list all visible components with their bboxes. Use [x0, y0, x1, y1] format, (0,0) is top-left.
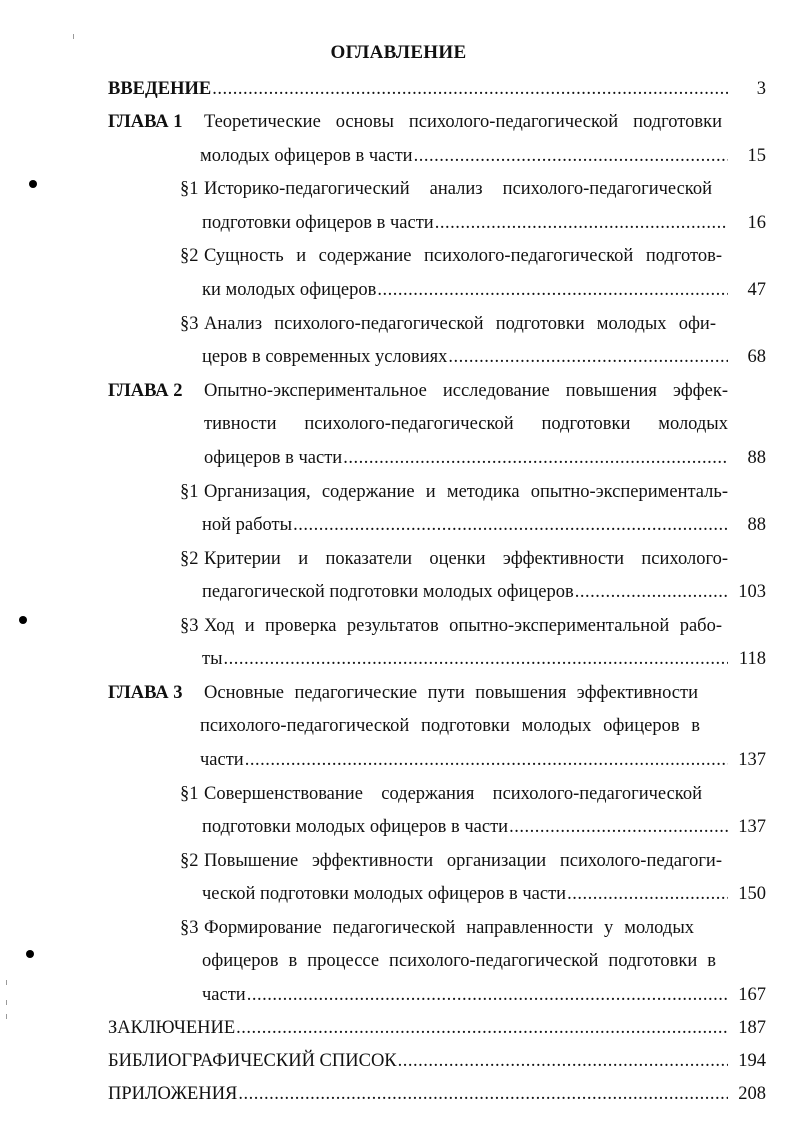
toc-section-title-line: Историко-педагогический анализ психолого-педагогической [204, 179, 712, 199]
dot-leader [377, 277, 728, 303]
dot-leader [575, 579, 728, 605]
toc-page-number: 137 [738, 817, 766, 837]
toc-page-number: 103 [738, 582, 766, 602]
toc-section-number: §2 [180, 246, 199, 266]
toc-section-title-line: подготовки молодых офицеров в части ..... [202, 814, 728, 840]
toc-page-number: 16 [747, 213, 766, 233]
toc-section-number: §3 [180, 616, 199, 636]
toc-page-number: 68 [747, 347, 766, 367]
dot-leader [398, 1048, 728, 1074]
toc-page-number: 208 [738, 1084, 766, 1104]
dot-leader [567, 881, 728, 907]
dot-leader [238, 1081, 728, 1107]
scan-speck [6, 1014, 7, 1019]
toc-chapter-label: ГЛАВА 1 [108, 112, 183, 132]
toc-section-title-line: ческой подготовки молодых офицеров в части ..... [202, 881, 728, 907]
toc-section-title-line: Формирование педагогической направленности у молодых [204, 918, 694, 938]
page-title: ОГЛАВЛЕНИЕ [330, 42, 467, 63]
dot-leader [448, 344, 728, 370]
dot-leader [212, 76, 728, 102]
dot-leader [343, 445, 728, 471]
toc-section-number: §1 [180, 784, 199, 804]
toc-section-number: §2 [180, 549, 199, 569]
toc-section-number: §1 [180, 179, 199, 199]
scan-speck [73, 34, 74, 39]
toc-entry-introduction [108, 76, 728, 102]
dot-leader [509, 814, 728, 840]
toc-entry-appendices: ПРИЛОЖЕНИЯ ..... [108, 1081, 728, 1107]
toc-page-number: 118 [738, 649, 766, 669]
toc-section-title-line: ки молодых офицеров ..... [202, 277, 728, 303]
toc-page-number: 194 [738, 1051, 766, 1071]
toc-chapter-title-line: Основные педагогические пути повышения эффективности [204, 683, 698, 703]
toc-section-title-line: Совершенствование содержания психолого-педагогической [204, 784, 702, 804]
toc-section-title-line: офицеров в процессе психолого-педагогической подготовки в [202, 951, 716, 971]
toc-page-number: 88 [747, 448, 766, 468]
toc-section-number: §1 [180, 482, 199, 502]
toc-section-title-line: ты ..... [202, 646, 728, 672]
dot-leader [224, 646, 728, 672]
toc-section-number: §3 [180, 314, 199, 334]
toc-entry-bibliography: БИБЛИОГРАФИЧЕСКИЙ СПИСОК ..... [108, 1048, 728, 1074]
toc-page-number: 150 [738, 884, 766, 904]
toc-section-title-line: подготовки офицеров в части ..... [202, 210, 728, 236]
toc-chapter-title-line: части ..... [200, 747, 728, 773]
toc-entry-conclusion: ЗАКЛЮЧЕНИЕ ..... [108, 1015, 728, 1041]
toc-section-title-line: Сущность и содержание психолого-педагогической подготов- [204, 246, 722, 266]
binding-hole-mark [29, 180, 37, 188]
toc-section-title-line: Организация, содержание и методика опытно-эксперименталь- [204, 482, 728, 502]
dot-leader [414, 143, 728, 169]
toc-chapter-title-line: Теоретические основы психолого-педагогической подготовки [204, 112, 722, 132]
scan-speck [6, 1000, 7, 1005]
toc-page-number: 47 [747, 280, 766, 300]
dot-leader [247, 982, 728, 1008]
toc-page-number: 15 [747, 146, 766, 166]
binding-hole-mark [19, 616, 27, 624]
toc-section-title-line: части ..... [202, 982, 728, 1008]
dot-leader [245, 747, 728, 773]
toc-chapter-title-line: Опытно-экспериментальное исследование повышения эффек- [204, 381, 728, 401]
toc-chapter-title-line: офицеров в части ..... [204, 445, 728, 471]
toc-page-number: 88 [747, 515, 766, 535]
toc-section-title-line: церов в современных условиях ..... [202, 344, 728, 370]
toc-page-number: 187 [738, 1018, 766, 1038]
toc-page-number: 167 [738, 985, 766, 1005]
toc-page-number: 137 [738, 750, 766, 770]
toc-section-title-line: педагогической подготовки молодых офицеров ..... [202, 579, 728, 605]
scan-speck [6, 980, 7, 985]
toc-chapter-label: ГЛАВА 2 [108, 381, 183, 401]
toc-label: ВВЕДЕНИЕ [108, 79, 212, 99]
toc-section-title-line: Ход и проверка результатов опытно-экспериментальной рабо- [204, 616, 722, 636]
toc-section-title-line: ной работы ..... [202, 512, 728, 538]
toc-section-number: §3 [180, 918, 199, 938]
toc-section-title-line: Анализ психолого-педагогической подготовки молодых офи- [204, 314, 716, 334]
toc-section-title-line: Критерии и показатели оценки эффективности психолого- [204, 549, 728, 569]
toc-section-title-line: Повышение эффективности организации психолого-педагоги- [204, 851, 722, 871]
toc-page-number: 3 [756, 79, 766, 99]
toc-chapter-label: ГЛАВА 3 [108, 683, 183, 703]
toc-section-number: §2 [180, 851, 199, 871]
toc-chapter-title-line: психолого-педагогической подготовки молодых офицеров в [200, 716, 700, 736]
dot-leader [435, 210, 728, 236]
dot-leader [293, 512, 728, 538]
dot-leader [236, 1015, 728, 1041]
toc-chapter-title-line: тивности психолого-педагогической подготовки молодых [204, 414, 728, 434]
binding-hole-mark [26, 950, 34, 958]
toc-chapter-title-line: молодых офицеров в части ..... [200, 143, 728, 169]
